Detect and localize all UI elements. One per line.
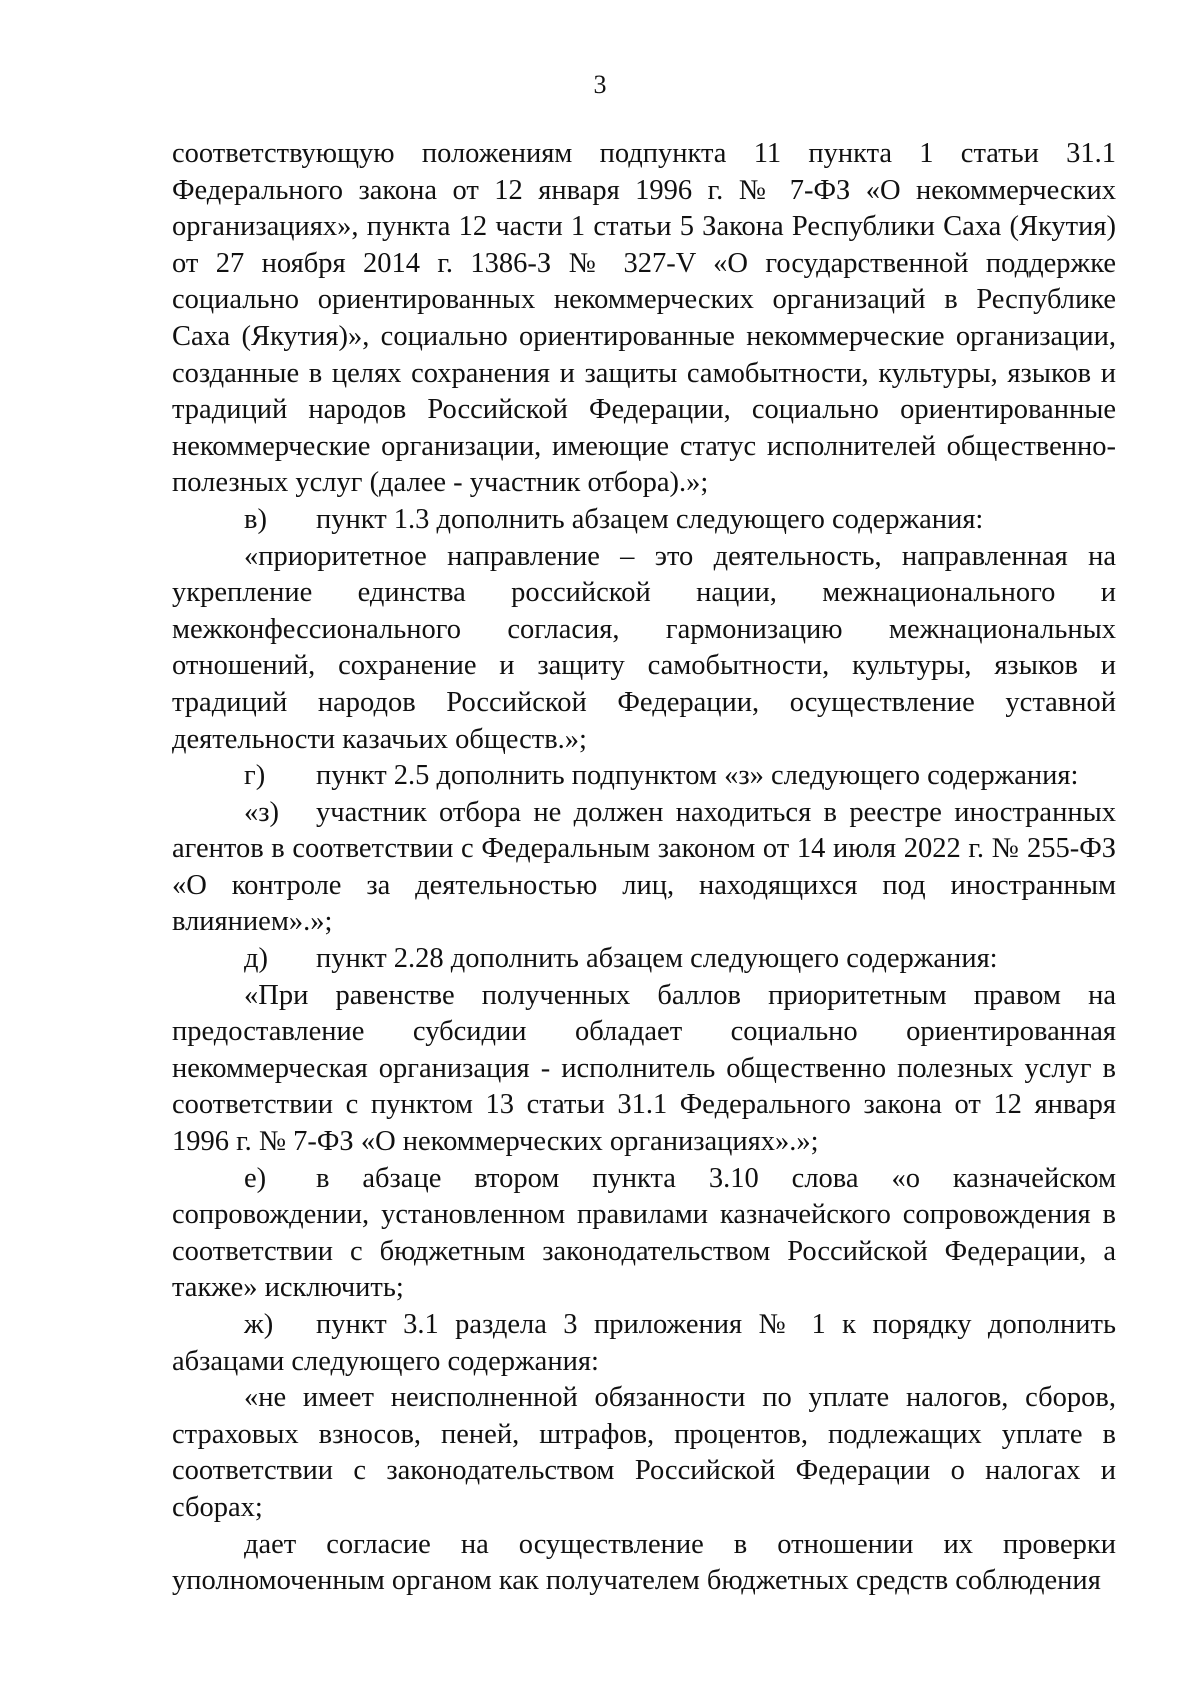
paragraph-text: дает согласие на осуществление в отношении их проверки уполномоченным органом как получателем бюджетных средств соблюдения [172, 1528, 1116, 1597]
paragraph-text: «приоритетное направление – это деятельность, направленная на укрепление единства российской нации, межнационального и межконфессионального согласия, гармонизацию межнациональных отношений, сохранение и защиту самобытности, культуры, языков и традиций народов Российской Федерации, осуществление уставной деятельности казачьих обществ.»; [172, 540, 1116, 755]
paragraph-text: пункт 3.1 раздела 3 приложения № 1 к порядку дополнить абзацами следующего содержания: [172, 1309, 1116, 1377]
paragraph-text: пункт 2.5 дополнить подпунктом «з» следующего содержания: [316, 760, 1079, 792]
list-item-g [172, 758, 1116, 795]
paragraph-no-tax-debt [172, 1380, 1116, 1526]
list-marker: д) [244, 943, 268, 975]
list-marker: в) [244, 503, 267, 535]
paragraph-text: соответствующую положениям подпункта 11 пункта 1 статьи 31.1 Федерального закона от 12 января 1996 г. № 7-ФЗ «О некоммерческих организациях», пункта 12 части 1 статьи 5 Закона Республики Саха (Якутия) от 27 ноября 2014 г. 1386-З № 327-V «О государственной поддержке социально ориентированных некоммерческих организаций в Республике Саха (Якутия)», социально ориентированные некоммерческие организации, созданные в целях сохранения и защиты самобытности, культуры, языков и традиций народов Российской Федерации, социально ориентированные некоммерческие организации, имеющие статус исполнителей общественно-полезных услуг (далее - участник отбора).»; [172, 138, 1116, 499]
paragraph-text: в абзаце втором пункта 3.10 слова «о казначейском сопровождении, установленном правилами казначейского сопровождения в соответствии с бюджетным законодательством Российской Федерации, а также» исключить; [172, 1162, 1116, 1304]
paragraph-priority-direction [172, 539, 1116, 759]
list-item-e [172, 1161, 1116, 1307]
list-marker: ж) [244, 1309, 274, 1340]
list-item-d [172, 941, 1116, 978]
paragraph-text: участник отбора не должен находиться в реестре иностранных агентов в соответствии с Федеральным законом от 14 июля 2022 г. № 255-ФЗ «О контроле за деятельностью лиц, находящихся под иностранным влиянием».»; [172, 796, 1116, 938]
paragraph-text: «При равенстве полученных баллов приоритетным правом на предоставление субсидии обладает социально ориентированная некоммерческая организация - исполнитель общественно полезных услуг в соответствии с пунктом 13 статьи 31.1 Федерального закона от 12 января 1996 г. № 7-ФЗ «О некоммерческих организациях».»; [172, 979, 1116, 1158]
list-item-zh [172, 1307, 1116, 1380]
paragraph-text: пункт 1.3 дополнить абзацем следующего содержания: [316, 503, 984, 535]
paragraph-continuation [172, 136, 1116, 502]
paragraph-text: «не имеет неисполненной обязанности по уплате налогов, сборов, страховых взносов, пеней, штрафов, процентов, подлежащих уплате в соответствии с законодательством Российской Федерации о налогах и сборах; [172, 1382, 1116, 1523]
list-item-v [172, 502, 1116, 539]
document-body [172, 136, 1116, 1600]
list-item-z [172, 795, 1116, 941]
page-number: 3 [593, 70, 607, 99]
paragraph-text: пункт 2.28 дополнить абзацем следующего содержания: [316, 943, 998, 975]
list-marker: г) [244, 760, 266, 792]
paragraph-consent [172, 1527, 1116, 1600]
list-marker: «з) [244, 796, 279, 828]
list-marker: е) [244, 1162, 267, 1194]
paragraph-equal-points [172, 978, 1116, 1161]
